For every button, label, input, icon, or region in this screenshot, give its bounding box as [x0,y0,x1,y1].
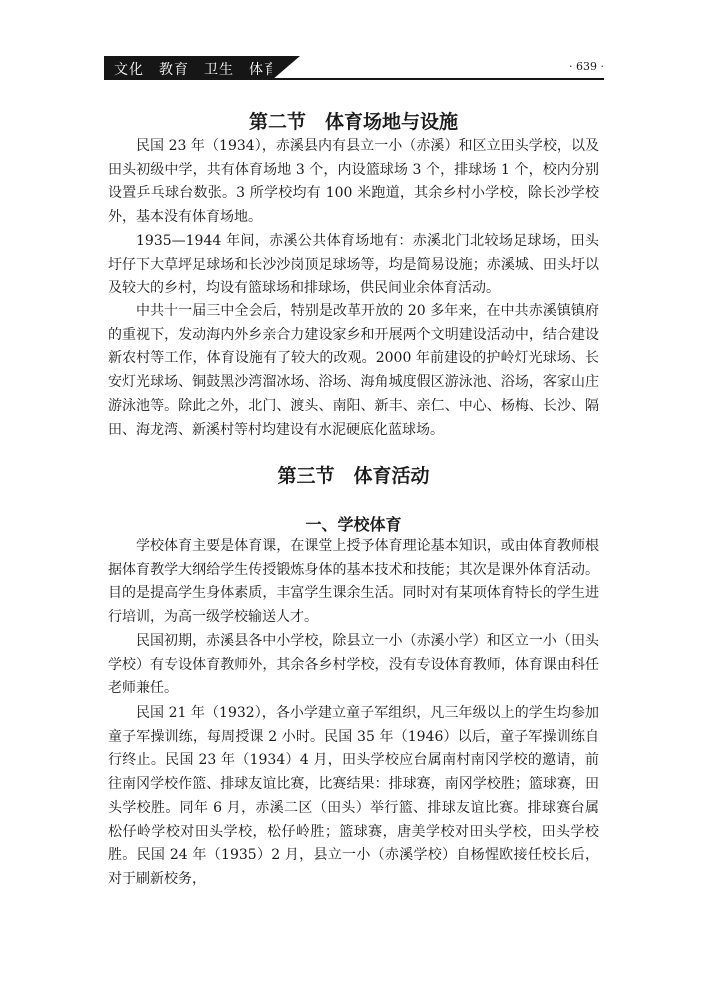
paragraph: 中共十一届三中全会后，特别是改革开放的 20 多年来，在中共赤溪镇镇府的重视下，发动海内外乡亲合力建设家乡和开展两个文明建设活动中，结合建设新农村等工作，体育设施有了较大的改观。2000 年前建设的护岭灯光球场、长安灯光球场、铜鼓黑沙湾溜冰场、浴场、海角城度假区游泳池、浴场，客家山庄游泳池等。除此之外，北门、渡头、南阳、新丰、亲仁、中心、杨梅、长沙、隔田、海龙湾、新溪村等村均建设有水泥硬底化蓝球场。 [108,303,599,438]
paragraph: 民国初期，赤溪县各中小学校，除县立一小（赤溪小学）和区立一小（田头学校）有专设体育教师外，其余各乡村学校，没有专设体育教师，体育课由科任老师兼任。 [108,633,599,697]
paragraph: 民国 23 年（1934），赤溪县内有县立一小（赤溪）和区立田头学校，以及田头初级中学，共有体育场地 3 个，内设篮球场 3 个，排球场 1 个，校内分别设置乒乓球台数张。3 所学校均有 100 米跑道，其余乡村小学校，除长沙学校外，基本没有体育场地。 [108,138,599,226]
header-rule [104,78,604,80]
page-number: · 639 · [569,60,604,73]
header-tab [104,56,279,80]
paragraph: 1935—1944 年间，赤溪公共体育场地有：赤溪北门北较场足球场，田头圩仔下大草坪足球场和长沙沙岗顶足球场等，均是简易设施；赤溪城、田头圩以及较大的乡村，均设有篮球场和排球场，供民间业余体育活动。 [108,233,599,297]
section-title-facilities: 第二节 体育场地与设施 [248,111,458,133]
paragraph: 学校体育主要是体育课，在课堂上授予体育理论基本知识，或由体育教师根据体育教学大纲给学生传授锻炼身体的基本技术和技能；其次是课外体育活动。目的是提高学生身体素质，丰富学生课余生活。同时对有某项体育特长的学生进行培训，为高一级学校输送人才。 [108,538,599,626]
section-title-activities: 第三节 体育活动 [277,465,430,487]
paragraph: 民国 21 年（1932），各小学建立童子军组织，凡三年级以上的学生均参加童子军操训练，每周授课 2 小时。民国 35 年（1946）以后，童子军操训练自行终止。民国 23 年（1934）4 月，田头学校应台属南村南冈学校的邀请，前往南冈学校作篮、排球友谊比赛，比赛结果：排球赛，南冈学校胜；篮球赛，田头学校胜。同年 6 月，赤溪二区（田头）举行篮、排球友谊比赛。排球赛台属松仔岭学校对田头学校，松仔岭胜；篮球赛，唐美学校对田头学校，田头学校胜。民国 24 年（1935）2 月，县立一小（赤溪学校）自杨惺欧接任校长后，对于刷新校务， [108,705,599,887]
running-header [104,56,604,80]
header-chapter-title: 文化 教育 卫生 体育 [114,62,279,78]
subsection-title-school-pe: 一、学校体育 [305,515,402,534]
